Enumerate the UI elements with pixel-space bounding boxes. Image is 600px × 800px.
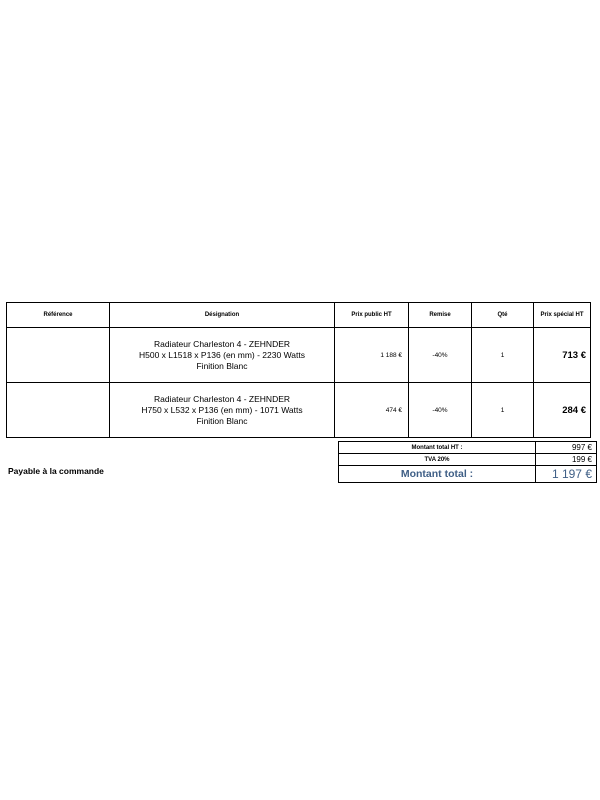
total-value: 1 197 €: [536, 466, 597, 483]
designation-line: Radiateur Charleston 4 - ZEHNDER: [153, 338, 291, 349]
row-discount: -40%: [409, 383, 472, 438]
total-label: Montant total :: [339, 466, 536, 483]
row-public-price: 1 188 €: [335, 328, 409, 383]
header-reference: Référence: [7, 303, 110, 328]
header-public-price: Prix public HT: [335, 303, 409, 328]
vat-label: TVA 20%: [339, 454, 536, 466]
row-designation: [110, 383, 335, 438]
header-designation: Désignation: [110, 303, 335, 328]
row-quantity: 1: [472, 328, 534, 383]
vat-row: [339, 454, 597, 466]
row-designation: [110, 328, 335, 383]
payment-note: Payable à la commande: [8, 466, 104, 476]
row-quantity: 1: [472, 383, 534, 438]
row-special-price: 284 €: [534, 383, 591, 438]
table-row: [7, 328, 591, 383]
row-public-price: 474 €: [335, 383, 409, 438]
designation-line: Finition Blanc: [196, 415, 248, 426]
designation-line: H500 x L1518 x P136 (en mm) - 2230 Watts: [139, 349, 305, 360]
subtotal-value: 997 €: [536, 442, 597, 454]
totals-table: [338, 441, 597, 483]
row-special-price: 713 €: [534, 328, 591, 383]
header-special-price: Prix spécial HT: [534, 303, 591, 328]
table-header-row: [7, 303, 591, 328]
designation-line: Radiateur Charleston 4 - ZEHNDER: [153, 393, 291, 404]
row-reference: [7, 383, 110, 438]
row-discount: -40%: [409, 328, 472, 383]
subtotal-row: [339, 442, 597, 454]
row-reference: [7, 328, 110, 383]
vat-value: 199 €: [536, 454, 597, 466]
total-row: [339, 466, 597, 483]
designation-line: H750 x L532 x P136 (en mm) - 1071 Watts: [141, 404, 303, 415]
quote-table: [6, 302, 591, 438]
designation-line: Finition Blanc: [196, 360, 248, 371]
header-quantity: Qté: [472, 303, 534, 328]
header-discount: Remise: [409, 303, 472, 328]
table-row: [7, 383, 591, 438]
subtotal-label: Montant total HT :: [339, 442, 536, 454]
